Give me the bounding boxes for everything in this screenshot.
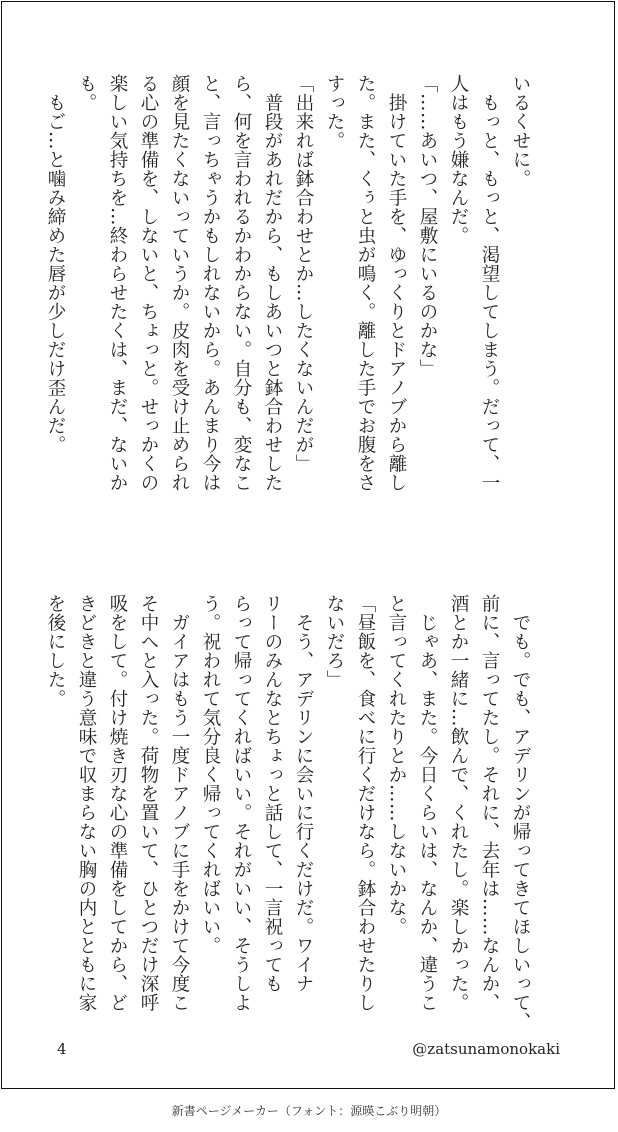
text-line: 「……あいつ、屋敷にいるのかな」 (417, 74, 438, 378)
text-line: 吸をして。付け焼き刃な心の準備をしてから、ど (107, 594, 128, 1012)
text-line: 酒とか一緒に…飲んで、くれたし。楽しかった。 (448, 594, 469, 1012)
text-block-bottom (40, 594, 536, 1054)
text-line: そ中へと入った。荷物を置いて、ひとつだけ深呼 (138, 594, 159, 1012)
text-line: た。また、くぅと虫が鳴く。離した手でお腹をさ (355, 74, 376, 492)
text-line: でも。でも、アデリンが帰ってきてほしいって、 (510, 594, 531, 1031)
text-line: じゃあ、また。今日くらいは、なんか、違うこ (417, 594, 438, 1012)
text-line: う。祝われて気分良く帰ってくればいい。 (200, 594, 221, 955)
book-page (1, 1, 615, 1089)
text-line: 掛けていた手を、ゆっくりとドアノブから離し (386, 74, 407, 492)
text-line: ないだろ」 (324, 594, 345, 689)
text-line: リーのみんなとちょっと話して、一言祝っても (262, 594, 283, 993)
text-line: 前に、言ってたし。それに、去年は……なんか、 (479, 594, 500, 1012)
text-block-top (40, 74, 536, 534)
text-line: る心の準備を、しないと、ちょっと。せっかくの (138, 74, 159, 492)
footer-caption: 新書ページメーカー（フォント：源暎こぶり明朝） (171, 1104, 447, 1118)
text-line: ガイアはもう一度ドアノブに手をかけて今度こ (169, 594, 190, 1012)
text-line: 楽しい気持ちを…終わらせたくは、まだ、ないか (107, 74, 128, 492)
text-line: と、言っちゃうかもしれないから。あんまり今は (200, 74, 221, 492)
text-line: と言ってくれたりとか……しないかな。 (386, 594, 407, 936)
text-line: 普段があれだから、もしあいつと鉢合わせした (262, 74, 283, 492)
text-line: 顔を見たくないっていうか。皮肉を受け止められ (169, 74, 190, 492)
text-line: いるくせに。 (510, 74, 531, 188)
author-credit: @zatsunamonokaki (412, 1040, 560, 1058)
text-line: そう、アデリンに会いに行くだけだ。ワイナ (293, 594, 314, 993)
text-line: 「昼飯を、食べに行くだけなら。鉢合わせたりし (355, 594, 376, 1012)
text-line: らって帰ってくればいい。それがいい、そうしよ (231, 594, 252, 1012)
text-line: もっと、もっと、渇望してしまう。だって、一 (479, 74, 500, 492)
text-line: きどきと違う意味で収まらない胸の内とともに家 (76, 594, 97, 1012)
text-line: も。 (76, 74, 97, 112)
page-number: 4 (57, 1040, 67, 1058)
text-line: を後にした。 (45, 594, 66, 708)
text-line: 人はもう嫌なんだ。 (448, 74, 469, 245)
text-line: 「出来れば鉢合わせとか…したくないんだが」 (293, 74, 314, 473)
text-line: もご…と噛み締めた唇が少しだけ歪んだ。 (45, 74, 66, 454)
text-line: すった。 (324, 74, 345, 150)
text-line: ら、何を言われるかわからない。自分も、変なこ (231, 74, 252, 492)
